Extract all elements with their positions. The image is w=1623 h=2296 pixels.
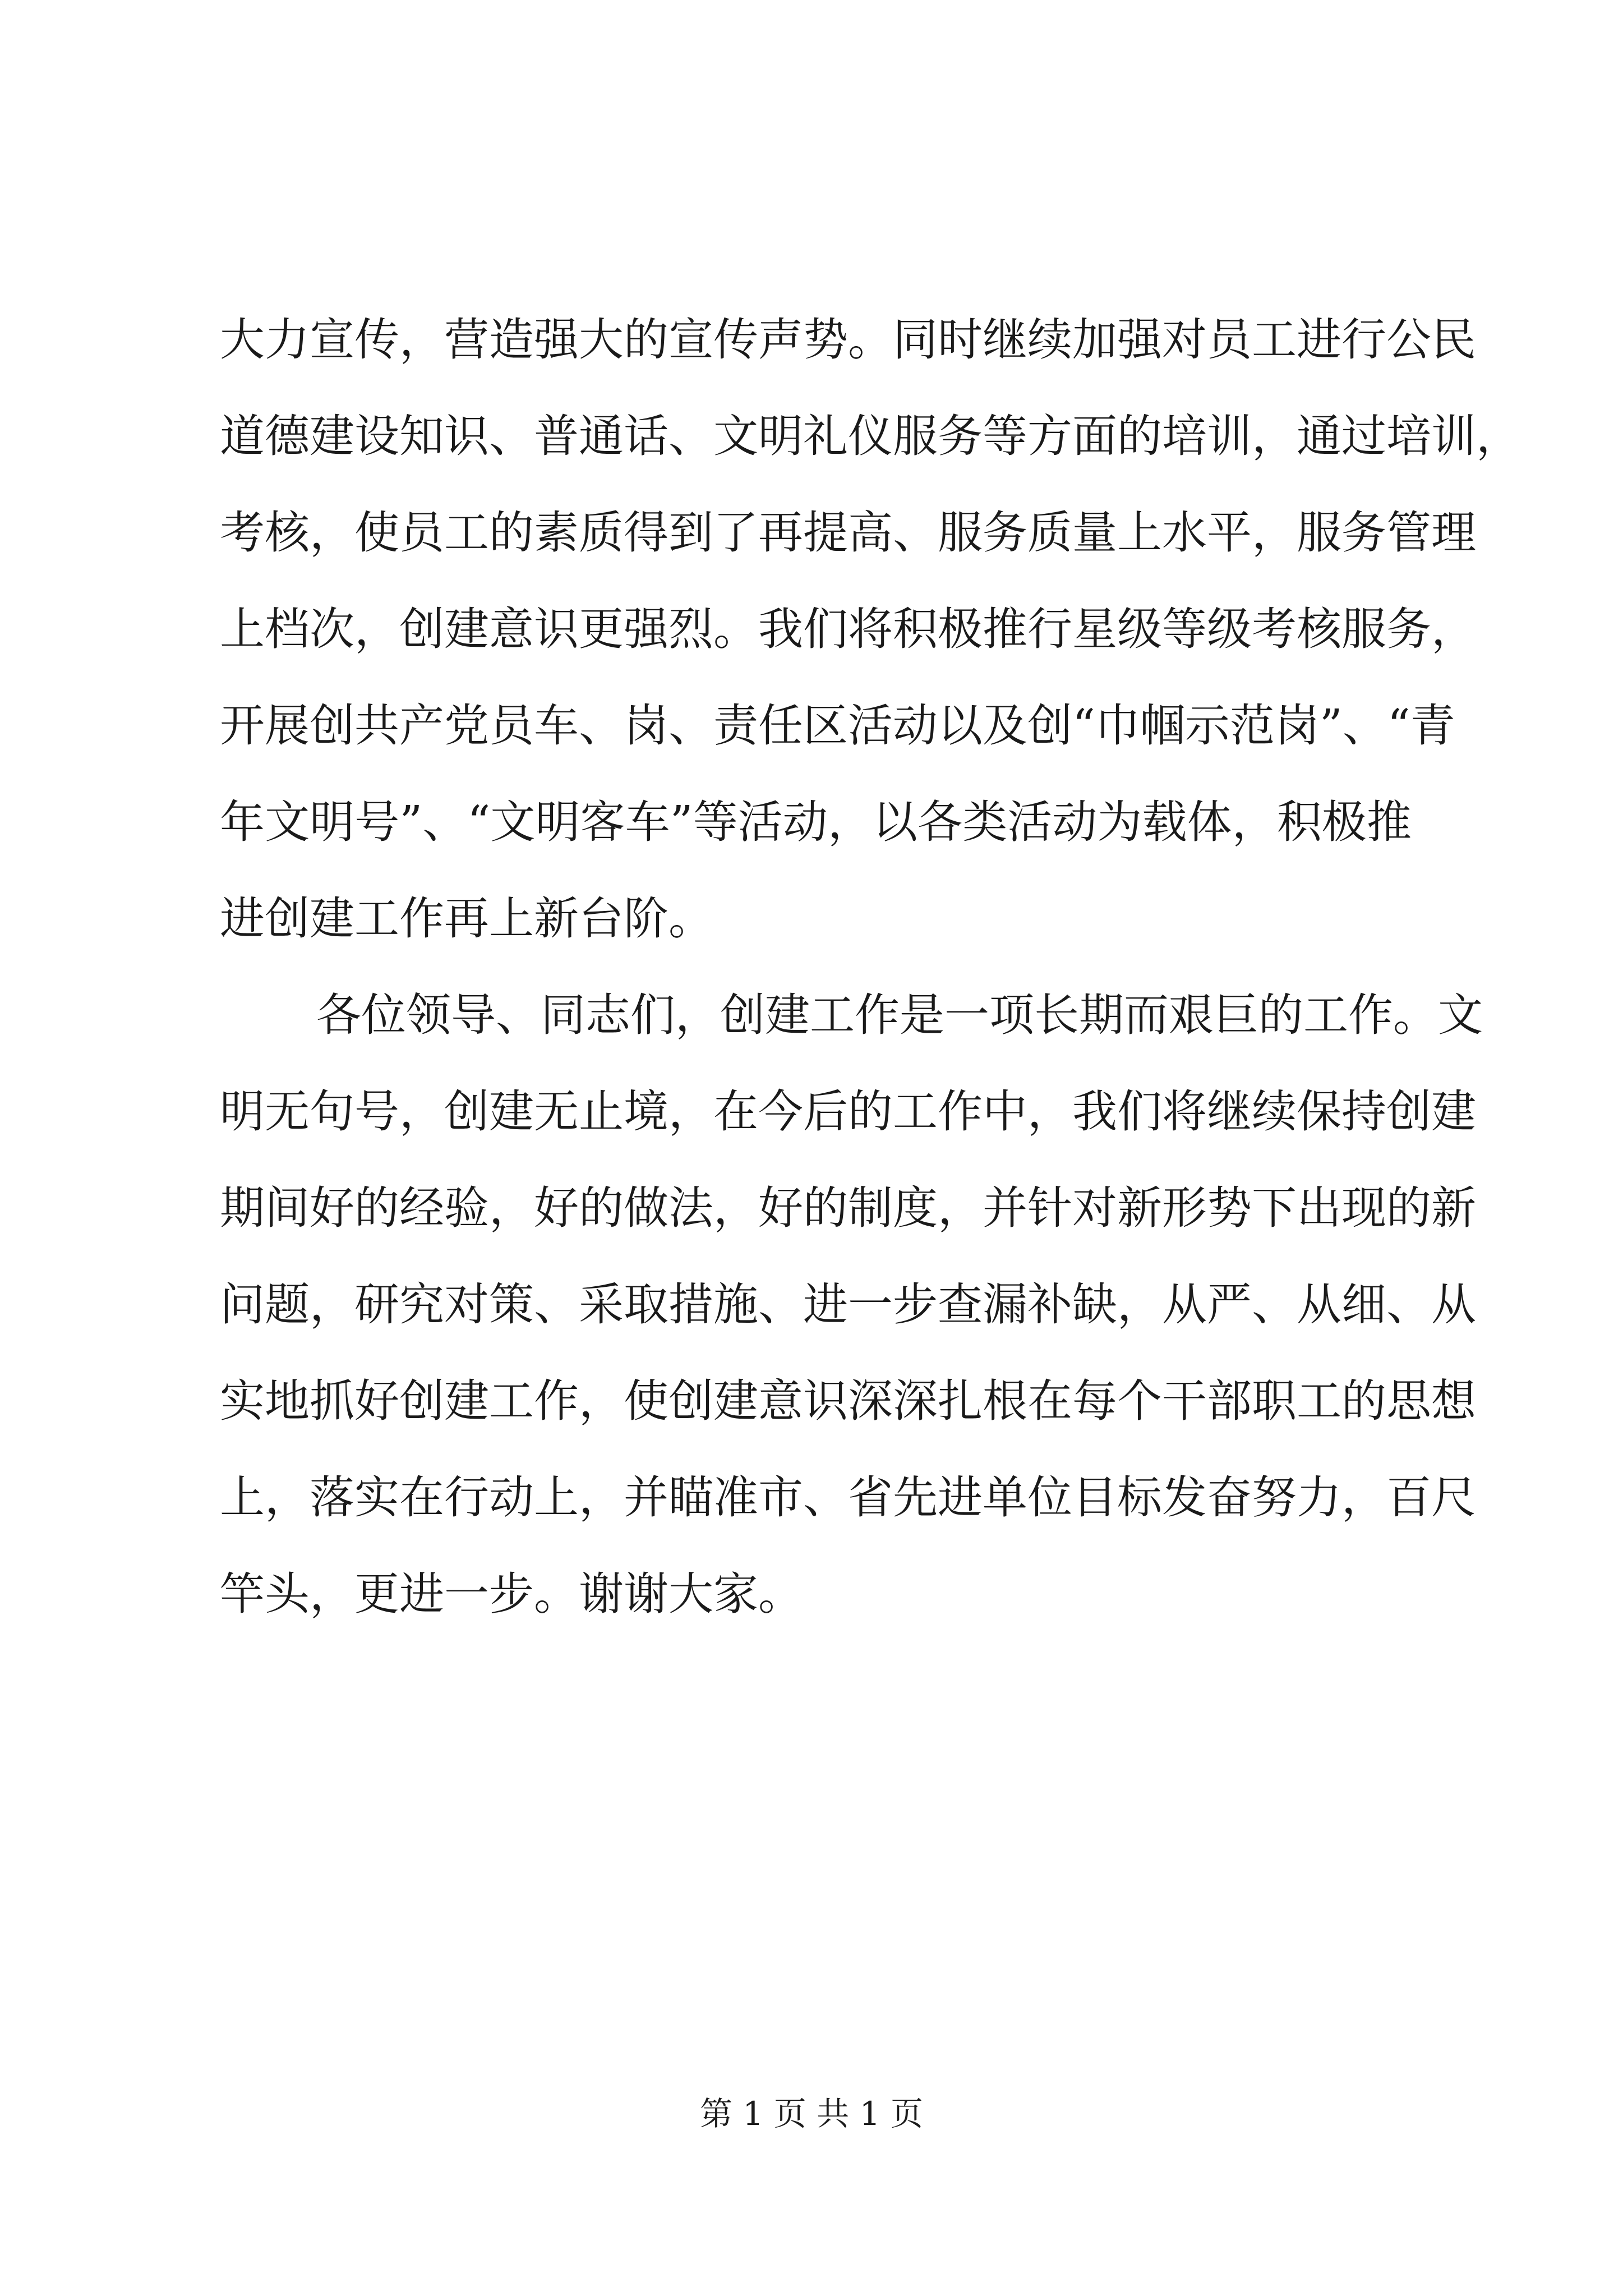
text-line: 上，落实在行动上，并瞄准市、省先进单位目标发奋努力，百尺	[220, 1471, 1476, 1524]
text-line: 实地抓好创建工作，使创建意识深深扎根在每个干部职工的思想	[220, 1375, 1476, 1427]
text-line: 问题，研究对策、采取措施、进一步查漏补缺，从严、从细、从	[220, 1278, 1476, 1331]
text-line: 竿头，更进一步。谢谢大家。	[220, 1568, 803, 1620]
text-line: 开展创共产党员车、岗、责任区活动以及创“巾帼示范岗”、“青	[220, 700, 1455, 752]
document-body	[220, 292, 1521, 1642]
text-line: 道德建设知识、普通话、文明礼仪服务等方面的培训，通过培训，	[220, 410, 1521, 462]
text-line: 进创建工作再上新台阶。	[220, 892, 713, 945]
paragraph-2	[220, 967, 1483, 1642]
page-footer	[0, 2091, 1623, 2136]
text-line: 大力宣传，营造强大的宣传声势。同时继续加强对员工进行公民	[220, 314, 1476, 366]
text-line: 年文明号”、“文明客车”等活动，以各类活动为载体，积极推	[220, 796, 1412, 848]
text-line: 期间好的经验，好的做法，好的制度，并针对新形势下出现的新	[220, 1182, 1476, 1234]
page-number-label: 第 1 页 共 1 页	[700, 2095, 923, 2133]
text-line: 上档次，创建意识更强烈。我们将积极推行星级等级考核服务，	[220, 603, 1476, 655]
text-line: 各位领导、同志们，创建工作是一项长期而艰巨的工作。文	[316, 989, 1483, 1041]
paragraph-1	[220, 292, 1521, 967]
text-line: 考核，使员工的素质得到了再提高、服务质量上水平，服务管理	[220, 507, 1476, 559]
text-line: 明无句号，创建无止境，在今后的工作中，我们将继续保持创建	[220, 1085, 1476, 1138]
